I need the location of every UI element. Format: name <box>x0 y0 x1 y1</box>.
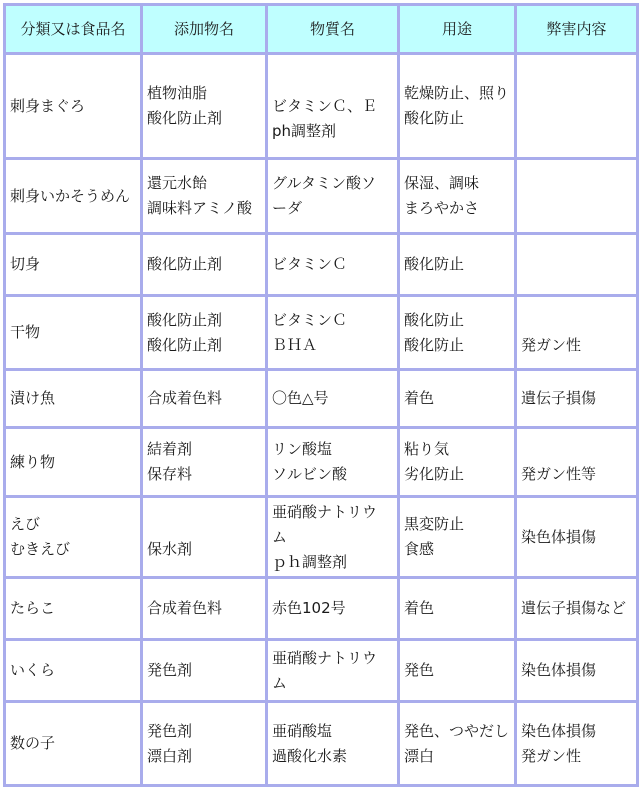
cell-line: 発ガン性 <box>521 746 582 765</box>
cell-line: 練り物 <box>10 452 56 471</box>
cell-use <box>400 235 514 294</box>
cell-line: 酸化防止 <box>404 255 465 273</box>
cell-harm <box>517 297 636 368</box>
cell-harm <box>517 160 636 232</box>
table-row <box>6 297 636 368</box>
cell-line: えび <box>10 515 41 533</box>
cell-line <box>521 437 632 462</box>
cell-line: ム <box>272 673 288 692</box>
cell-substance <box>268 371 397 426</box>
header-row <box>6 6 636 52</box>
cell-line <box>147 512 261 537</box>
cell-line: 漬け魚 <box>10 389 56 407</box>
cell-line: 植物油脂 <box>147 84 208 102</box>
cell-harm <box>517 235 636 294</box>
cell-harm <box>517 703 636 784</box>
cell-line: 着色 <box>404 599 435 617</box>
cell-harm <box>517 55 636 157</box>
cell-additive <box>143 235 265 294</box>
table-row <box>6 579 636 638</box>
cell-line: 保存料 <box>147 465 193 483</box>
cell-line: 調味料アミノ酸 <box>147 199 253 217</box>
cell-line: 発ガン性等 <box>521 465 597 483</box>
cell-line: 発色剤 <box>147 721 193 740</box>
cell-food <box>6 429 140 495</box>
cell-substance <box>268 297 397 368</box>
cell-use <box>400 579 514 638</box>
cell-substance <box>268 703 397 784</box>
cell-additive <box>143 371 265 426</box>
cell-line: ＢＨＡ <box>272 335 318 354</box>
cell-food <box>6 55 140 157</box>
cell-substance <box>268 235 397 294</box>
table-row <box>6 703 636 784</box>
cell-line: ム <box>272 527 288 546</box>
cell-line: 発ガン性 <box>521 335 582 354</box>
table-row <box>6 160 636 232</box>
cell-use <box>400 641 514 700</box>
cell-additive <box>143 579 265 638</box>
cell-line: 還元水飴 <box>147 174 208 192</box>
cell-line: ビタミンＣ <box>272 310 348 329</box>
cell-food <box>6 579 140 638</box>
cell-line: 粘り気 <box>404 440 450 458</box>
cell-use <box>400 371 514 426</box>
cell-line: 結着剤 <box>147 440 193 458</box>
cell-line <box>272 69 393 94</box>
cell-use <box>400 297 514 368</box>
cell-substance <box>268 579 397 638</box>
cell-line: 着色 <box>404 389 435 407</box>
cell-harm <box>517 641 636 700</box>
cell-harm <box>517 498 636 576</box>
cell-line: ソルビン酸 <box>272 465 348 483</box>
cell-line: 刺身まぐろ <box>10 96 86 115</box>
cell-food <box>6 641 140 700</box>
header-harm: 弊害内容 <box>517 6 636 52</box>
cell-line: 保湿、調味 <box>404 174 480 192</box>
cell-use <box>400 429 514 495</box>
cell-substance <box>268 429 397 495</box>
cell-line: ｐｈ調整剤 <box>272 552 348 571</box>
cell-line: いくら <box>10 661 56 679</box>
cell-line: 亜硝酸ナトリウ <box>272 502 378 521</box>
food-additives-table <box>3 3 639 787</box>
cell-use <box>400 55 514 157</box>
cell-use <box>400 160 514 232</box>
cell-line: リン酸塩 <box>272 440 333 458</box>
cell-substance <box>268 55 397 157</box>
table-row <box>6 235 636 294</box>
cell-line: 酸化防止剤 <box>147 310 223 329</box>
table-row <box>6 55 636 157</box>
cell-line: むきえび <box>10 540 71 558</box>
cell-additive <box>143 429 265 495</box>
header-use: 用途 <box>400 6 514 52</box>
cell-line: グルタミン酸ソ <box>272 174 376 192</box>
header-food: 分類又は食品名 <box>6 6 140 52</box>
cell-line: 亜硝酸塩 <box>272 721 333 740</box>
cell-line: 酸化防止 <box>404 310 465 329</box>
cell-line: ビタミンＣ <box>272 255 348 273</box>
table-row <box>6 498 636 576</box>
table-row <box>6 641 636 700</box>
cell-line: 染色体損傷 <box>521 661 597 679</box>
cell-line: 発色 <box>404 661 435 679</box>
cell-food <box>6 235 140 294</box>
cell-additive <box>143 703 265 784</box>
cell-line: 合成着色料 <box>147 389 223 407</box>
cell-line: 発色、つやだし <box>404 721 510 740</box>
cell-line: 染色体損傷 <box>521 527 597 546</box>
cell-harm <box>517 429 636 495</box>
cell-substance <box>268 160 397 232</box>
cell-line: 過酸化水素 <box>272 746 348 765</box>
cell-food <box>6 160 140 232</box>
cell-line: 漂白 <box>404 746 435 765</box>
cell-line: 黒変防止 <box>404 515 465 533</box>
table-row <box>6 371 636 426</box>
cell-line: 漂白剤 <box>147 746 193 765</box>
cell-line: 食感 <box>404 540 435 558</box>
cell-line: たらこ <box>10 599 56 617</box>
cell-food <box>6 498 140 576</box>
cell-food <box>6 703 140 784</box>
cell-line: 切身 <box>10 255 41 273</box>
cell-additive <box>143 297 265 368</box>
cell-line: 亜硝酸ナトリウ <box>272 648 378 667</box>
cell-use <box>400 703 514 784</box>
cell-line: まろやかさ <box>404 199 480 217</box>
cell-additive <box>143 498 265 576</box>
cell-line: 発色剤 <box>147 661 193 679</box>
cell-line: 遺伝子損傷 <box>521 389 597 407</box>
cell-line: 乾燥防止、照り <box>404 84 510 102</box>
cell-food <box>6 297 140 368</box>
cell-line: ph調整剤 <box>272 121 337 140</box>
cell-substance <box>268 498 397 576</box>
cell-line: ビタミンＣ、Ｅ <box>272 96 378 115</box>
cell-line: 酸化防止剤 <box>147 109 223 127</box>
cell-line: 干物 <box>10 323 41 341</box>
cell-line: 酸化防止剤 <box>147 335 223 354</box>
header-substance: 物質名 <box>268 6 397 52</box>
header-additive: 添加物名 <box>143 6 265 52</box>
cell-line: 遺伝子損傷など <box>521 599 627 617</box>
cell-additive <box>143 160 265 232</box>
cell-use <box>400 498 514 576</box>
cell-line: 合成着色料 <box>147 599 223 617</box>
cell-harm <box>517 371 636 426</box>
cell-line: 赤色102号 <box>272 599 346 617</box>
cell-additive <box>143 55 265 157</box>
cell-line: 劣化防止 <box>404 465 465 483</box>
cell-line: ーダ <box>272 199 303 217</box>
cell-line: 数の子 <box>10 734 56 752</box>
cell-line: 酸化防止 <box>404 335 465 354</box>
cell-line: 酸化防止 <box>404 109 465 127</box>
table-row <box>6 429 636 495</box>
cell-additive <box>143 641 265 700</box>
cell-line: 〇色△号 <box>272 389 329 407</box>
cell-food <box>6 371 140 426</box>
cell-line: 保水剤 <box>147 540 193 558</box>
cell-line <box>521 308 632 333</box>
cell-line: 酸化防止剤 <box>147 255 223 273</box>
cell-line: 刺身いかそうめん <box>10 186 131 205</box>
cell-line: 染色体損傷 <box>521 721 597 740</box>
cell-harm <box>517 579 636 638</box>
cell-substance <box>268 641 397 700</box>
